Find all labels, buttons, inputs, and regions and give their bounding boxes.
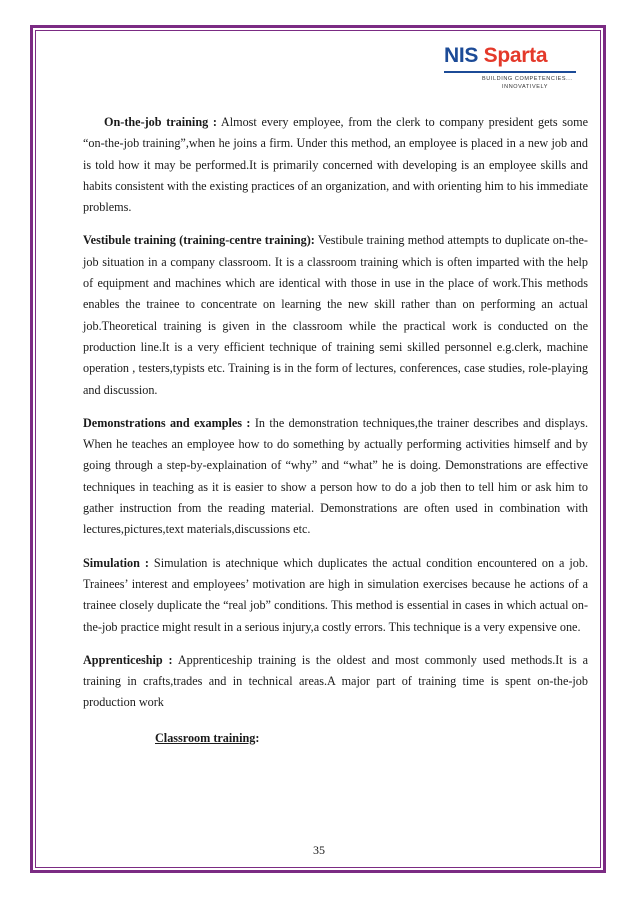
logo-sparta: Sparta	[483, 44, 548, 67]
document-body	[83, 112, 588, 761]
heading-classroom-colon: :	[255, 730, 260, 745]
heading-apprenticeship: Apprenticeship :	[83, 652, 173, 667]
page-number: 35	[313, 843, 325, 857]
heading-classroom-training: Classroom training	[155, 730, 256, 745]
paragraph-vestibule	[83, 230, 588, 400]
logo-tagline-1: BUILDING COMPETENCIES...	[482, 76, 573, 82]
heading-demonstrations: Demonstrations and examples :	[83, 415, 251, 430]
logo-underline	[444, 71, 576, 73]
heading-vestibule: Vestibule training (training-centre training):	[83, 233, 315, 248]
text-on-the-job: Almost every employee, from the clerk to company president gets some “on-the-job training”,when he joins a firm. Under this method, an employee is placed in a new job and is told how it may be performed.It is primarily concerned with developing is an employee skills and habits consistent with the existing practices of an organization, and with orienting him to his immediate problems.	[83, 115, 589, 215]
nis-sparta-logo	[444, 44, 576, 92]
text-demonstrations: In the demonstration techniques,the trainer describes and displays. When he teaches an employee how to do something by actually performing activities himself and by going through a step-by-explaination of “why” and “what” he is doing. Demonstrations are effective techniques in teaching as it is easier to show a person how to do a job then to tell him or ask him to gather instruction from the reading material. Demonstrations are often used in combination with lectures,pictures,text materials,discussions etc.	[83, 415, 588, 537]
heading-on-the-job: On-the-job training :	[104, 115, 217, 129]
heading-simulation: Simulation :	[83, 555, 149, 570]
paragraph-on-the-job	[83, 112, 588, 218]
paragraph-apprenticeship	[83, 650, 588, 714]
logo-tagline-2: INNOVATIVELY	[502, 84, 549, 90]
text-simulation: Simulation is atechnique which duplicates the actual condition encountered on a job. Trainees’ interest and employees’ motivation are high in simulation exercises because he actions of a trainee closely duplicate the “real job” conditions. This method is essential in cases in which actual on-the-job practice might result in a serious injury,a costly errors. This technique is a very expensive one.	[83, 555, 589, 634]
text-apprenticeship: Apprenticeship training is the oldest and most commonly used methods.It is a training in crafts,trades and in technical areas.A major part of training time is spent on-the-job production work	[83, 652, 589, 710]
paragraph-classroom	[83, 728, 588, 749]
text-vestibule: Vestibule training method attempts to duplicate on-the-job situation in a company classroom. It is a classroom training which is often imparted with the help of equipment and machines which are identical with those in use in the place of work.This methods enables the trainee to concentrate on learning the new skill rather than on performing an actual job.Theoretical training is given in the classroom while the practical work is conducted on the production line.It is a very efficient technique of training semi skilled personnel e.g.clerk, machine operation , testers,typists etc. Training is in the form of lectures, conferences, case studies, role-playing and discussion.	[83, 233, 588, 397]
paragraph-simulation	[83, 553, 588, 638]
logo-wordmark	[444, 44, 547, 68]
logo-nis: NIS	[444, 44, 479, 67]
paragraph-demonstrations	[83, 413, 588, 541]
